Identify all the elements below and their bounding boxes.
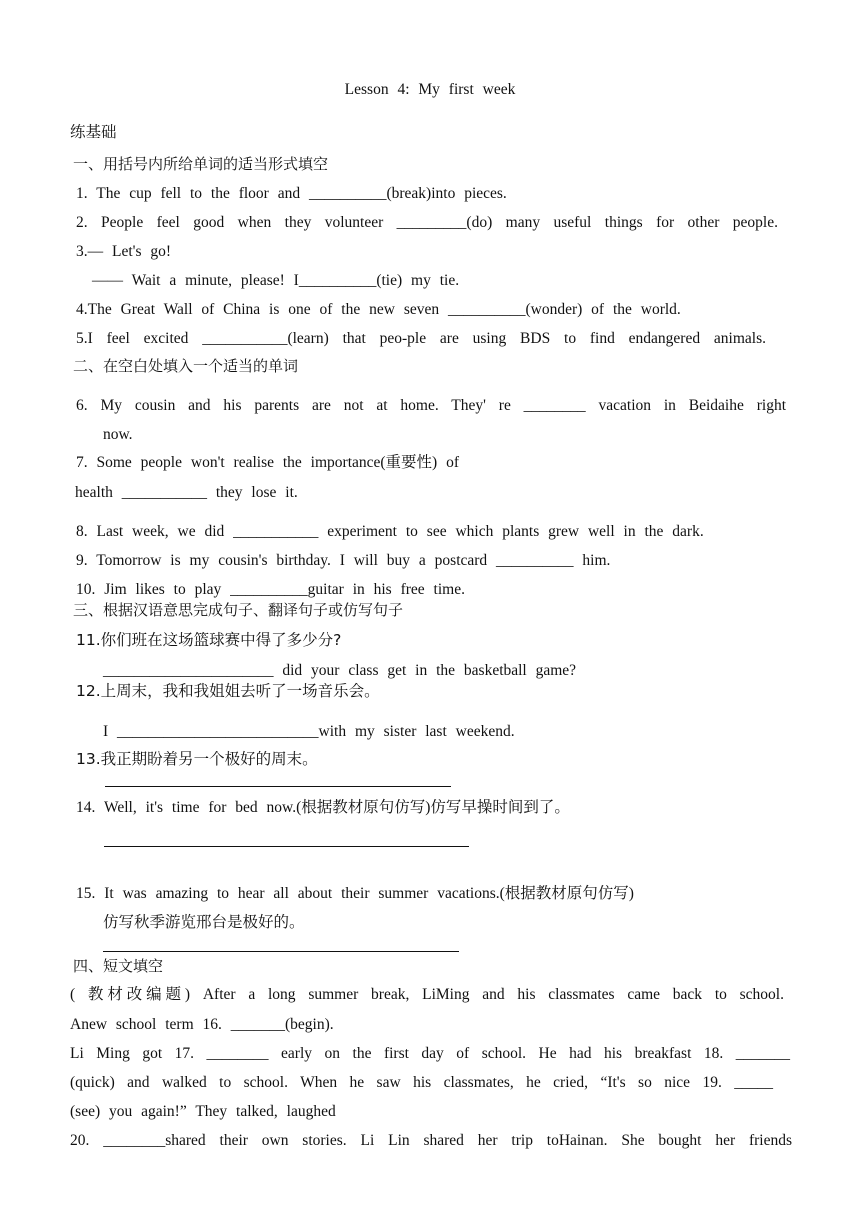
question-13-zh: 13.我正期盼着另一个极好的周末。 — [76, 750, 318, 768]
page-title: Lesson 4: My first week — [344, 81, 516, 98]
passage-line-3: Li Ming got 17. ________ early on the first day of school. He had his breakfast 18. _______ — [70, 1045, 790, 1062]
passage-line-6: 20. ________shared their own stories. Li Lin shared her trip toHainan. She bought her friends — [70, 1132, 792, 1149]
question-2: 2. People feel good when they volunteer _________(do) many useful things for other people. — [76, 214, 778, 231]
question-6: 6. My cousin and his parents are not at home. They' re ________ vacation in Beidaihe right — [76, 397, 786, 414]
question-6-cont: now. — [103, 426, 133, 443]
section-heading-1: 一、用括号内所给单词的适当形式填空 — [73, 155, 329, 173]
subheading: 练基础 — [70, 123, 117, 141]
question-12-en: I __________________________with my sister last weekend. — [103, 723, 515, 740]
question-15-en: 15. It was amazing to hear all about their summer vacations.(根据教材原句仿写) — [76, 885, 634, 902]
section-heading-4: 四、短文填空 — [73, 957, 164, 975]
passage-line-4: (quick) and walked to school. When he saw his classmates, he cried, “It's so nice 19. _____ — [70, 1074, 773, 1091]
question-14: 14. Well, it's time for bed now.(根据教材原句仿写)仿写早操时间到了。 — [76, 799, 570, 816]
answer-line-14 — [104, 846, 469, 847]
question-3a: 3.— Let's go! — [76, 243, 172, 260]
question-3b: —— Wait a minute, please! I__________(tie) my tie. — [92, 272, 460, 289]
question-10: 10. Jim likes to play __________guitar in his free time. — [76, 581, 465, 598]
section-heading-2: 二、在空白处填入一个适当的单词 — [73, 357, 299, 375]
passage-line-5: (see) you again!” They talked, laughed — [70, 1103, 336, 1120]
question-15-zh: 仿写秋季游览邢台是极好的。 — [103, 913, 305, 931]
question-7a: 7. Some people won't realise the importance(重要性) of — [76, 454, 460, 471]
answer-line-15 — [103, 951, 459, 952]
question-11-en: ______________________ did your class get in the basketball game? — [103, 662, 577, 679]
question-5: 5.I feel excited ___________(learn) that peo-ple are using BDS to find endangered animals. — [76, 330, 766, 347]
question-7b: health ___________ they lose it. — [75, 484, 298, 501]
question-1: 1. The cup fell to the floor and __________(break)into pieces. — [76, 185, 507, 202]
question-12-zh: 12.上周末，我和我姐姐去听了一场音乐会。 — [76, 682, 380, 700]
passage-line-2: Anew school term 16. _______(begin). — [70, 1016, 334, 1033]
section-heading-3: 三、根据汉语意思完成句子、翻译句子或仿写句子 — [73, 601, 404, 619]
question-9: 9. Tomorrow is my cousin's birthday. I will buy a postcard __________ him. — [76, 552, 611, 569]
answer-line-13 — [105, 786, 451, 787]
question-11-zh: 11.你们班在这场篮球赛中得了多少分? — [76, 631, 342, 649]
question-4: 4.The Great Wall of China is one of the new seven __________(wonder) of the world. — [76, 301, 681, 318]
question-8: 8. Last week, we did ___________ experiment to see which plants grew well in the dark. — [76, 523, 704, 540]
passage-line-1: ( 教材改编题) After a long summer break, LiMing and his classmates came back to school. — [70, 986, 784, 1003]
